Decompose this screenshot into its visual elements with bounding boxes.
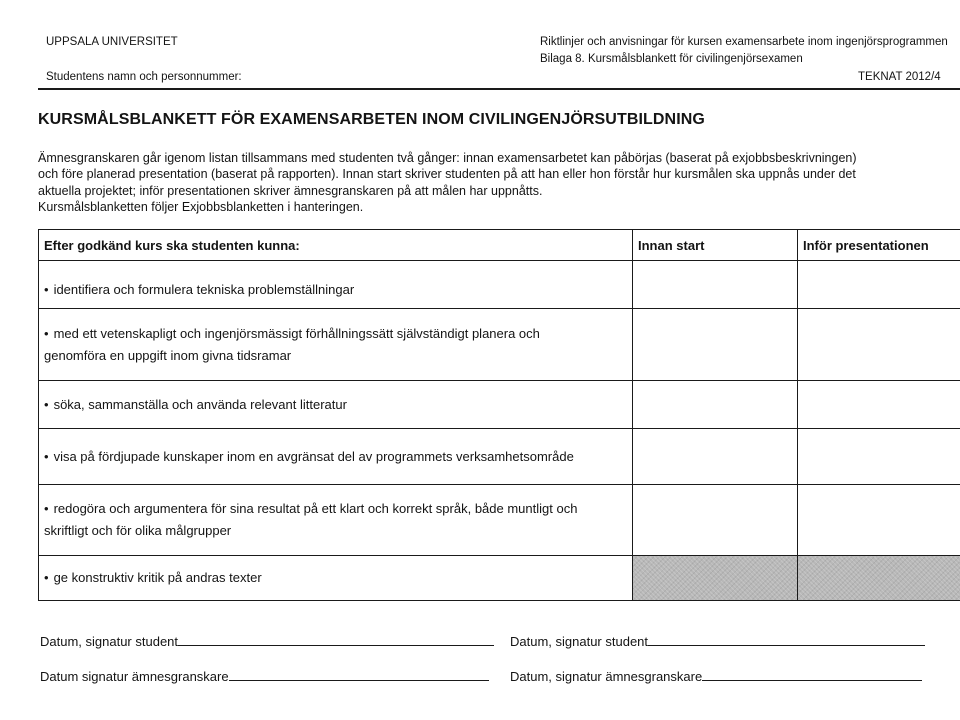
reference-number: TEKNAT 2012/4 bbox=[858, 71, 941, 83]
criterion-cell bbox=[39, 261, 633, 309]
criterion-cell bbox=[39, 381, 633, 429]
before-presentation-signature-cell[interactable] bbox=[798, 309, 960, 381]
signature-label: Datum signatur ämnesgranskare bbox=[40, 669, 229, 684]
table-header-row bbox=[39, 230, 960, 261]
bullet: • bbox=[44, 281, 49, 297]
signature-line[interactable] bbox=[178, 632, 494, 646]
bullet: • bbox=[44, 325, 49, 341]
criterion-text-continued: skriftligt och för olika målgrupper bbox=[44, 523, 232, 538]
bullet: • bbox=[44, 448, 49, 464]
student-signature-left bbox=[40, 632, 494, 649]
before-presentation-shaded-cell bbox=[798, 556, 960, 601]
bullet: • bbox=[44, 570, 49, 585]
before-start-signature-cell[interactable] bbox=[633, 261, 798, 309]
table-row bbox=[39, 309, 960, 381]
criteria-table bbox=[38, 229, 960, 601]
table-row bbox=[39, 485, 960, 556]
guidelines-title: Riktlinjer och anvisningar för kursen examensarbete inom ingenjörsprogrammen bbox=[540, 36, 948, 48]
criterion-text: ge konstruktiv kritik på andras texter bbox=[53, 570, 262, 585]
signature-line[interactable] bbox=[702, 667, 922, 681]
header-divider bbox=[38, 88, 960, 90]
signature-label: Datum, signatur student bbox=[510, 634, 649, 649]
before-start-shaded-cell bbox=[633, 556, 798, 601]
table-row bbox=[39, 556, 960, 601]
criterion-text-continued: genomföra en uppgift inom givna tidsramar bbox=[44, 347, 292, 363]
table-row bbox=[39, 261, 960, 309]
signature-line[interactable] bbox=[648, 632, 925, 646]
intro-line-3: aktuella projektet; inför presentationen skriver ämnesgranskaren på att målen har uppnåtts. bbox=[38, 183, 543, 198]
before-presentation-signature-cell[interactable] bbox=[798, 261, 960, 309]
bullet: • bbox=[44, 501, 49, 516]
criterion-text: redogöra och argumentera för sina resultat på ett klart och korrekt språk, både muntligt och bbox=[53, 501, 578, 516]
reviewer-signature-left bbox=[40, 667, 489, 684]
before-start-signature-cell[interactable] bbox=[633, 309, 798, 381]
bullet: • bbox=[44, 396, 49, 412]
criterion-cell bbox=[39, 309, 633, 381]
intro-text bbox=[38, 150, 953, 216]
before-presentation-signature-cell[interactable] bbox=[798, 485, 960, 556]
criterion-text: med ett vetenskapligt och ingenjörsmässigt förhållningssätt självständigt planera och bbox=[53, 325, 540, 341]
reviewer-signature-right bbox=[510, 667, 922, 684]
student-signature-right bbox=[510, 632, 925, 649]
intro-line-4: Kursmålsblanketten följer Exjobbsblanketten i hanteringen. bbox=[38, 200, 364, 215]
before-presentation-signature-cell[interactable] bbox=[798, 381, 960, 429]
signature-line[interactable] bbox=[229, 667, 489, 681]
before-presentation-header: Inför presentationen bbox=[798, 230, 960, 261]
intro-line-2: och före planerad presentation (baserat på rapporten). Innan start skriver studenten på att han eller hon förstår hur kursmålen ska uppnås under det bbox=[38, 167, 856, 182]
criteria-header: Efter godkänd kurs ska studenten kunna: bbox=[39, 230, 633, 261]
signature-label: Datum, signatur student bbox=[40, 634, 179, 649]
table-row bbox=[39, 381, 960, 429]
appendix-title: Bilaga 8. Kursmålsblankett för civilingenjörsexamen bbox=[540, 53, 803, 65]
student-name-label: Studentens namn och personnummer: bbox=[46, 71, 242, 83]
form-title: KURSMÅLSBLANKETT FÖR EXAMENSARBETEN INOM CIVILINGENJÖRSUTBILDNING bbox=[38, 111, 705, 128]
before-start-signature-cell[interactable] bbox=[633, 485, 798, 556]
criterion-cell bbox=[39, 429, 633, 485]
university-name: UPPSALA UNIVERSITET bbox=[46, 36, 178, 48]
criterion-cell bbox=[39, 485, 633, 556]
before-start-signature-cell[interactable] bbox=[633, 429, 798, 485]
before-presentation-signature-cell[interactable] bbox=[798, 429, 960, 485]
criterion-text: identifiera och formulera tekniska problemställningar bbox=[53, 281, 355, 297]
intro-line-1: Ämnesgranskaren går igenom listan tillsammans med studenten två gånger: innan examensarbetet kan påbörjas (baserat på exjobbsbeskrivningen) bbox=[38, 151, 857, 165]
criterion-line bbox=[44, 323, 632, 345]
before-start-signature-cell[interactable] bbox=[633, 381, 798, 429]
criterion-text: söka, sammanställa och använda relevant litteratur bbox=[53, 396, 347, 412]
criterion-cell bbox=[39, 556, 633, 601]
criterion-line bbox=[44, 498, 632, 520]
signature-label: Datum, signatur ämnesgranskare bbox=[510, 669, 703, 684]
criterion-text: visa på fördjupade kunskaper inom en avgränsat del av programmets verksamhetsområde bbox=[53, 448, 574, 464]
table-row bbox=[39, 429, 960, 485]
before-start-header: Innan start bbox=[633, 230, 798, 261]
